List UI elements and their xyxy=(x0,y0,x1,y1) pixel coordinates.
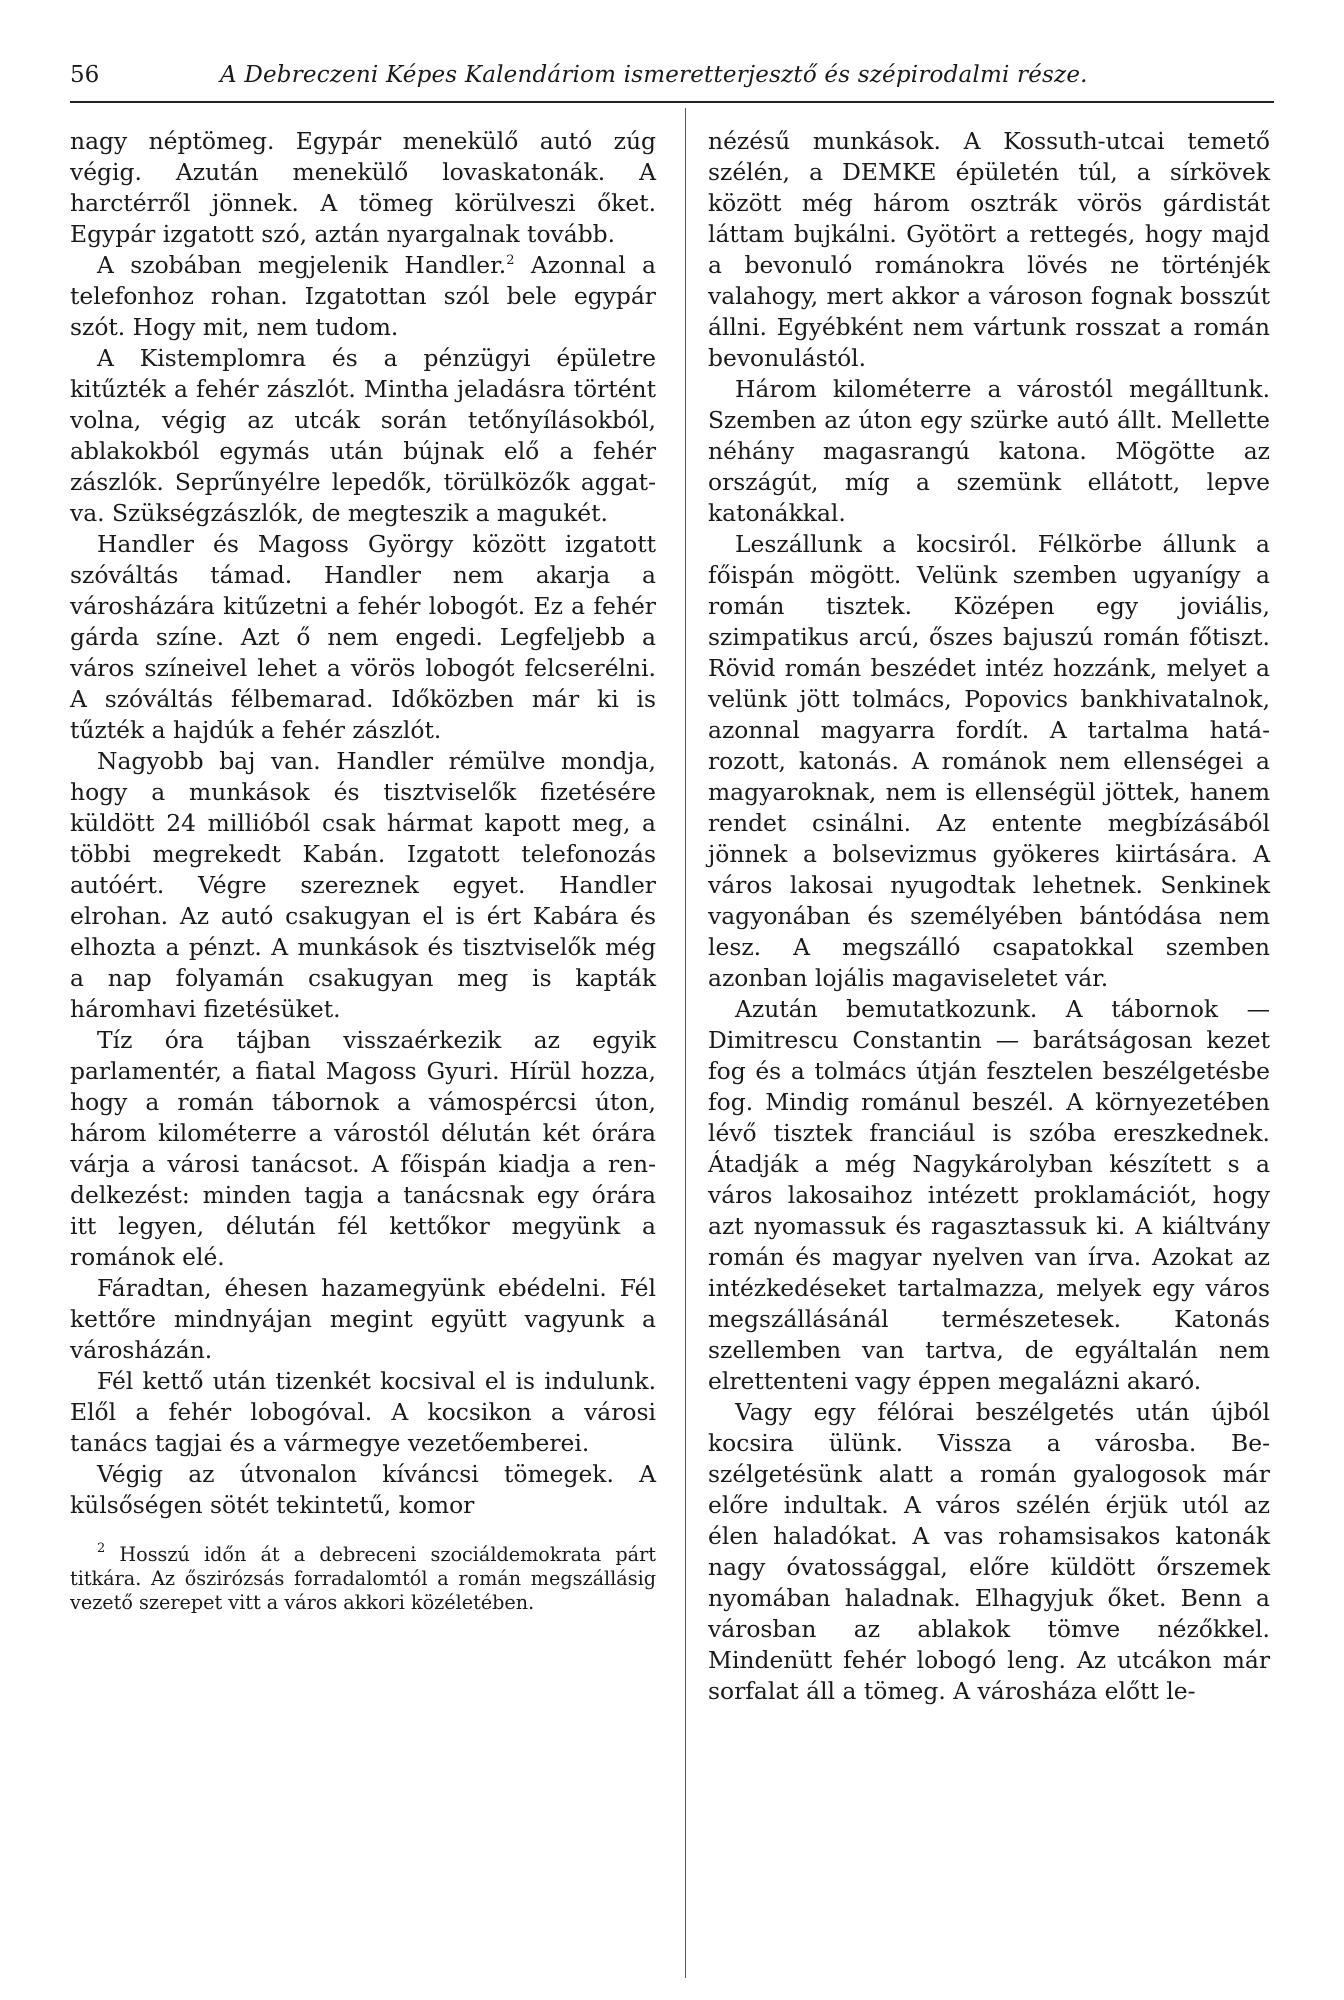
paragraph: Nagyobb baj van. Handler rémülve mondja, hogy a munkások és tisztviselők fizetésére küldött 24 millióból csak hármat kapott meg, a többi megrekedt Kabán. Izgatott telefonozás autóért. Végre szereznek egyet. Handler elrohan. Az autó csakugyan el is ért Kabára és elhozta a pénzt. A munkások és tisztviselők még a nap folyamán csakugyan meg is kapták háromhavi fizetésüket. xyxy=(70,747,656,1023)
column-divider xyxy=(685,108,686,1978)
right-column xyxy=(708,126,1270,1707)
page-number: 56 xyxy=(70,62,100,88)
header-rule xyxy=(70,101,1274,103)
paragraph: nézésű munkások. A Kossuth-utcai temető szélén, a DEMKE épületén túl, a sírkövek között még három osztrák vörös gárdistát láttam bujkálni. Gyötört a rettegés, hogy majd a bevonuló románokra lövés ne történjék valahogy, mert akkor a városon fognak bosszút állni. Egyébként nem vártunk rosszat a román bevonulástól. xyxy=(708,127,1270,372)
paragraph-text: Azonnal a telefonhoz rohan. Izgatottan szól bele egypár szót. Hogy mit, nem tudom. xyxy=(70,251,657,341)
paragraph: Handler és Magoss György között izgatott szóváltás támad. Handler nem akarja a városházára kitűzetni a fehér lobogót. Ez a fehér gárda színe. Azt ő nem engedi. Legfeljebb a város színeivel lehet a vörös lobogót felcserélni. A szóváltás félbemarad. Időközben már ki is tűzték a hajdúk a fehér zászlót. xyxy=(70,530,656,744)
paragraph: Végig az útvonalon kíváncsi tömegek. A külsőségen sötét tekintetű, komor xyxy=(70,1460,656,1519)
paragraph: nagy néptömeg. Egypár menekülő autó zúg végig. Azután menekülő lovaskatonák. A harctérről jönnek. A tömeg körülveszi őket. Egypár izgatott szó, aztán nyargalnak tovább. xyxy=(70,127,656,248)
footnote xyxy=(70,1543,656,1615)
paragraph: Leszállunk a kocsiról. Félkörbe állunk a főispán mögött. Velünk szemben ugyanígy a román tisztek. Középen egy joviális, szimpatikus arcú, őszes bajuszú román főtiszt. Rövid román beszédet intéz hozzánk, melyet a velünk jött tolmács, Popovics bankhivatalnok, azonnal magyarra fordít. A tartalma határozott, katonás. A románok nem ellenségei a magyaroknak, nem is ellenségül jöttek, hanem rendet csinálni. Az entente megbízásából jönnek a bolsevizmus gyökeres kiirtására. A város lakosai nyugodtak lehetnek. Senkinek vagyonában és személyében bántódása nem lesz. A megszálló csapatokkal szemben azonban lojális magaviseletet vár. xyxy=(708,530,1270,992)
paragraph: Három kilométerre a várostól megálltunk. Szemben az úton egy szürke autó állt. Mellette néhány magasrangú katona. Mögötte az országút, míg a szemünk ellátott, lepve katonákkal. xyxy=(708,375,1270,527)
paragraph xyxy=(70,250,656,343)
paragraph: A Kistemplomra és a pénzügyi épületre kitűzték a fehér zászlót. Mintha jeladásra történt volna, végig az utcák során tetőnyílásokból, ablakokból egymás után bújnak elő a fehér zászlók. Seprűnyélre lepedők, törülközők aggatva. Szükségzászlók, de megteszik a magukét. xyxy=(70,344,656,527)
footnote-body: Hosszú időn át a debreceni szociáldemokrata párt titkára. Az őszirózsás forradalomtól a román megszállásig vezető szerepet vitt a város akkori közéletében. xyxy=(70,1543,656,1614)
footnote-mark: 2 xyxy=(97,1541,106,1556)
paragraph-text: A szobában megjelenik Handler. xyxy=(97,251,507,279)
paragraph: Azután bemutatkozunk. A tábornok — Dimitrescu Constantin — barátságosan kezet fog és a tolmács útján fesztelen beszélgetésbe fog. Mindig románul beszél. A környezetében lévő tisztek franciául is szóba ereszkednek. Átadják a még Nagykárolyban készített s a város lakosaihoz intézett proklamációt, hogy azt nyomassuk és ragasztassuk ki. A kiáltvány román és magyar nyelven van írva. Azokat az intézkedéseket tartalmazza, melyek egy város megszállásánál természetesek. Katonás szellemben van tartva, de egyáltalán nem elrettenteni vagy éppen megalázni akaró. xyxy=(708,995,1270,1395)
paragraph: Tíz óra tájban visszaérkezik az egyik parlamentér, a fiatal Magoss Gyuri. Hírül hozza, hogy a román tábornok a vámospércsi úton, három kilométerre a várostól délután két órára várja a városi tanácsot. A főispán kiadja a rendelkezést: minden tagja a tanácsnak egy órára itt legyen, délután fél kettőkor megyünk a románok elé. xyxy=(70,1026,656,1271)
running-title: A Debreczeni Képes Kalendáriom ismeretterjesztő és szépirodalmi része. xyxy=(220,62,1088,88)
paragraph: Fáradtan, éhesen hazamegyünk ebédelni. Fél kettőre mindnyájan megint együtt vagyunk a városházán. xyxy=(70,1274,656,1364)
left-column xyxy=(70,126,656,1615)
footnote-reference: 2 xyxy=(506,253,515,268)
paragraph: Vagy egy félórai beszélgetés után újból kocsira ülünk. Vissza a városba. Beszélgetésünk alatt a román gyalogosok már előre indultak. A város szélén érjük utól az élen haladókat. A vas rohamsisakos katonák nagy óvatossággal, előre küldött őrszemek nyomában haladnak. Elhagyjuk őket. Benn a városban az ablakok tömve nézőkkel. Mindenütt fehér lobogó leng. Az utcákon már sorfalat áll a tömeg. A városháza előtt le- xyxy=(708,1398,1270,1705)
paragraph: Fél kettő után tizenkét kocsival el is indulunk. Elől a fehér lobogóval. A kocsikon a városi tanács tagjai és a vármegye vezetőemberei. xyxy=(70,1367,656,1457)
footnote-text xyxy=(70,1543,656,1615)
